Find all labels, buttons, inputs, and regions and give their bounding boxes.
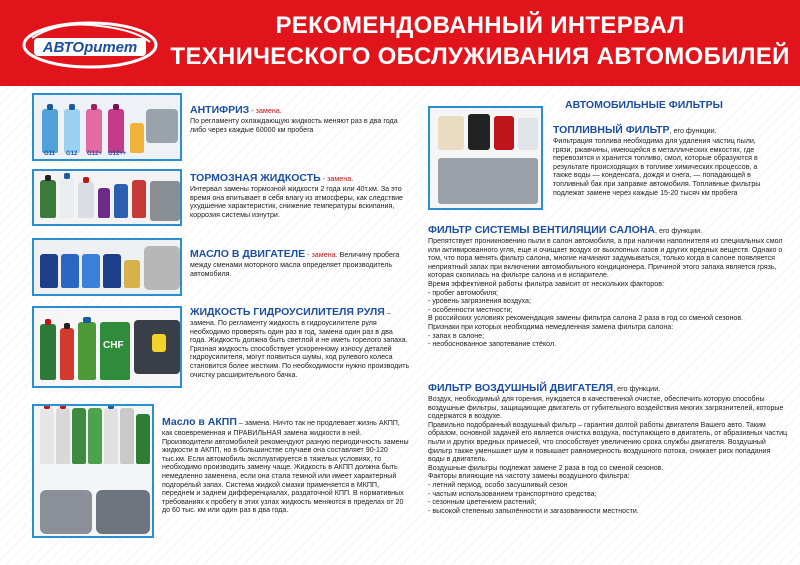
power-steering-subtitle: – <box>384 308 391 317</box>
air-factor-item: - частым использованием транспортного средства; <box>428 489 597 498</box>
cabin-factor-item: - уровень загрязнения воздуха; <box>428 297 531 306</box>
engine-oil-block <box>190 248 405 278</box>
air-filter-text-3: Воздушные фильтры подлежат замене 2 раза в год со сменой сезонов. <box>428 463 664 472</box>
antifreeze-label-g11: G11 <box>44 151 56 157</box>
air-filter-text-2: Правильно подобранный воздушный фильтр – гарантия долгой работы двигателя Вашего авто. Таким образом, основной задачей его является очистка воздуха, поступающего в двигатель, от абразивных частиц пыли и других вредных примесей, что способствует увеличению срока службы двигателя. Воздушный фильтр также уменьшает шум и повышает равномерность воздушного потока, снижает риск попадания воды в двигатель. <box>428 420 788 464</box>
cabin-factor-item: - пробег автомобиля; <box>428 288 499 297</box>
air-factors-title: Факторы влияющие на частоту замены воздушного фильтра: <box>428 472 630 481</box>
cabin-filter-title: ФИЛЬТР СИСТЕМЫ ВЕНТИЛЯЦИИ САЛОНА <box>428 224 655 236</box>
brake-fluid-block <box>190 172 410 219</box>
antifreeze-label-g12plusplus: G12++ <box>108 151 127 157</box>
power-steering-block <box>190 306 410 379</box>
cabin-filter-block <box>428 224 788 349</box>
cabin-factor-item: - особенности местности; <box>428 305 513 314</box>
cabin-sign-item: - запах в салоне; <box>428 331 485 340</box>
title-line-1: РЕКОМЕНДОВАННЫЙ ИНТЕРВАЛ <box>275 12 685 39</box>
power-steering-image <box>32 306 182 388</box>
atf-image <box>32 404 154 538</box>
title-line-2: ТЕХНИЧЕСКОГО ОБСЛУЖИВАНИЯ АВТОМОБИЛЕЙ <box>170 43 790 70</box>
brake-fluid-subtitle: - замена. <box>320 174 354 183</box>
fuel-filter-text: Фильтрация топлива необходима для удаления частиц пыли, грязи, ржавчины, имеющейся в металлических емкостях, где перевозится и хранится топливо, смол, которые образуются в результате происходящих в топливе химических процессов, а также воды — конденсата, дождя и снега, — попадающей в топливный бак при заправке автомобиля. Топливные фильтры подлежат замене через каждые 15-20 тысяч км пробега <box>553 137 761 197</box>
fuel-filter-title: ТОПЛИВНЫЙ ФИЛЬТР <box>553 124 670 136</box>
air-filter-block <box>428 382 788 515</box>
cabin-signs-title: Признаки при которых необходима немедленная замена фильтра салона: <box>428 322 674 331</box>
air-factor-item: - летний период, особо засушливый сезон <box>428 480 568 489</box>
antifreeze-title: АНТИФРИЗ <box>190 104 250 116</box>
chf-badge: CHF <box>103 340 124 351</box>
cabin-sign-item: - необоснованное запотевание стёкол. <box>428 340 557 349</box>
air-factor-item: - высокой степенью запылённости и загазованности местности. <box>428 506 639 515</box>
brake-fluid-image <box>32 169 182 226</box>
air-filter-text-1: Воздух, необходимый для горения, нуждается в качественной очистке, обеспечить которую способны воздушные фильтры, защищающие двигатель от губительного воздействия многих загрязнителей, которые содержатся в воздухе. <box>428 395 784 421</box>
engine-oil-text: Величину пробега между сменами моторного масла определяет производитель автомобиля. <box>190 251 400 278</box>
air-factor-item: - сезонным цветением растений; <box>428 498 537 507</box>
power-steering-title: ЖИДКОСТЬ ГИДРОУСИЛИТЕЛЯ РУЛЯ <box>190 306 385 318</box>
engine-oil-title: МАСЛО В ДВИГАТЕЛЕ <box>190 248 306 260</box>
atf-block <box>162 416 410 515</box>
header-banner <box>0 0 800 86</box>
engine-oil-image <box>32 238 182 296</box>
brake-fluid-title: ТОРМОЗНАЯ ЖИДКОСТЬ <box>190 172 321 184</box>
cabin-filter-subtitle: , его функции. <box>654 226 703 235</box>
engine-oil-subtitle: - замена. <box>305 250 338 259</box>
brake-fluid-text: Интервал замены тормозной жидкости 2 года или 40т.км. За это время она впитывает в себя влагу из атмосферы, как следствие ухудшение характеристик, снижение температуры вскипания, коррозия системы изнутри. <box>190 185 404 219</box>
cabin-recommendation: В российских условиях рекомендация замены фильтра салона 2 раза в год со сменой сезонов. <box>428 314 744 323</box>
antifreeze-label-g12plus: G12+ <box>87 151 102 157</box>
brand-logo <box>20 16 160 74</box>
atf-text: Ничто так не продлевает жизнь АКПП, как своевременная и ПРАВИЛЬНАЯ замена жидкости в ней. Производители автомобилей рекомендуют разную периодичность замены жидкости в АКПП, но в большинстве случаев она составляет 90-120 тыс.км. Если автомобиль эксплуатируется в тяжелых условиях, то необходимо производить замену чаще. Жидкость в АКПП должна быть немедленно заменена, если она стала темной или имеет характерный подгорелый запах. Система жидкой смазки применяется в МКПП, переднем и заднем дифференциалах, раздаточной КПП. В нормативных требованиях к пробегу в этих узлах жидкость меняются в пределах от 20 до 60 тыс. км или один раз в два года. <box>162 419 409 515</box>
fuel-filter-image <box>428 106 543 210</box>
antifreeze-subtitle: - замена. <box>249 106 282 115</box>
page-title <box>170 10 790 72</box>
fuel-filter-subtitle: , его функции. <box>669 126 717 135</box>
antifreeze-image <box>32 93 182 161</box>
logo-text: АВТОритет <box>42 39 138 56</box>
atf-subtitle: – замена. <box>236 418 272 427</box>
antifreeze-label-g12: G12 <box>66 151 78 157</box>
antifreeze-block <box>190 104 405 134</box>
power-steering-text: замена. По регламенту жидкость в гидроусилителе руля необходимо проверять один раз в год, замена один раз в два года. Жидкость должна быть светлой и не иметь горелого запаха. Грязная жидкость способствует ускоренному износу деталей гидроусилителя, могут появиться шумы, ход рулевого колеса становится более жестким. По необходимости нужно производить очистку расширительного бачка. <box>190 319 410 379</box>
cabin-factors-title: Время эффективной работы фильтра зависит от нескольких факторов: <box>428 279 664 288</box>
air-filter-title: ФИЛЬТР ВОЗДУШНЫЙ ДВИГАТЕЛЯ <box>428 382 614 394</box>
atf-title: Масло в АКПП <box>162 416 237 428</box>
cabin-filter-text: Препятствует проникновению пыли в салон автомобиля, а при наличии наполнителя из специальных смол или активированного угля, еще и очищает воздух от выхлопных газов и других вредных веществ. Однако о том, что пора менять фильтр салона, многие начинают задумываться, только когда в салоне появляется неприятный запах при включении автомобильного кондиционера. Причиной этого запаха является грязь, которая скопилась на фильтре салона и в испарителе. <box>428 237 783 280</box>
antifreeze-text: По регламенту охлаждающую жидкость меняют раз в два года либо через каждые 60000 км пробега <box>190 117 398 134</box>
filters-section-title: АВТОМОБИЛЬНЫЕ ФИЛЬТРЫ <box>565 99 723 111</box>
air-filter-subtitle: , его функции. <box>613 384 661 393</box>
fuel-filter-block <box>553 124 773 197</box>
